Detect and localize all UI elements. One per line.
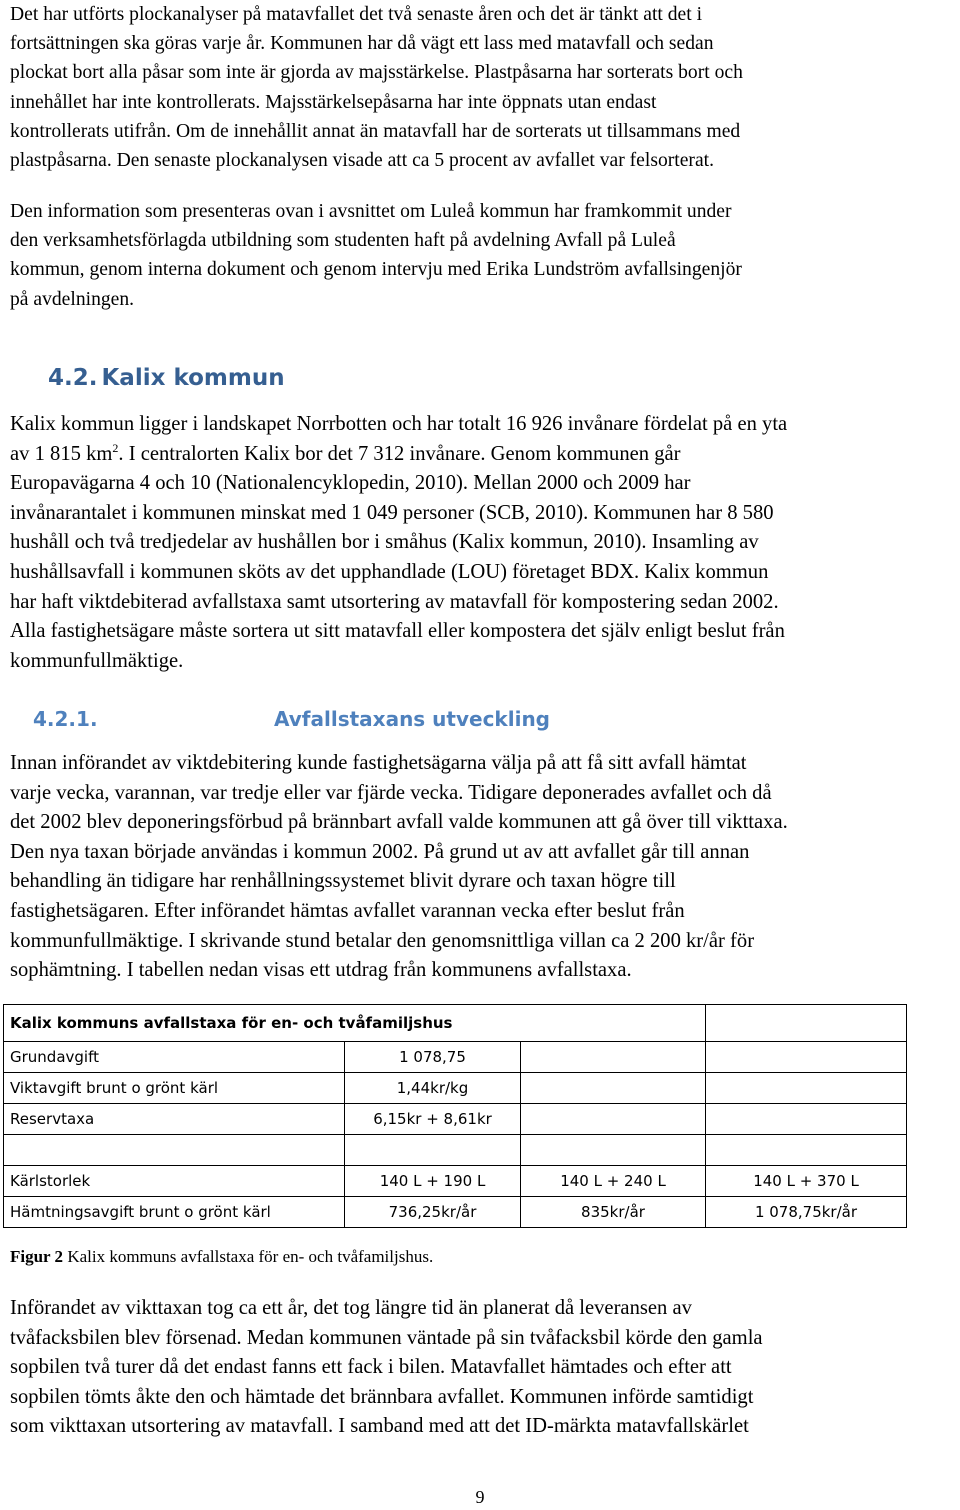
table-cell <box>706 1104 907 1135</box>
text-fragment: av 1 815 km <box>10 442 113 465</box>
paragraph-kalix <box>10 410 958 676</box>
text-line: behandling än tidigare har renhållningssystemet blivit dyrare och taxan högre till <box>10 870 676 893</box>
table-cell: 140 L + 370 L <box>706 1166 907 1197</box>
text-line: Kalix kommun ligger i landskapet Norrbotten och har totalt 16 926 invånare fördelat på en yta <box>10 413 788 435</box>
table-cell: Reservtaxa <box>4 1104 345 1135</box>
text-line: Europavägarna 4 och 10 (Nationalencyklopedin, 2010). Mellan 2000 och 2009 har <box>10 472 691 495</box>
table-cell: Grundavgift <box>4 1042 345 1073</box>
table-cell: 736,25kr/år <box>345 1197 521 1228</box>
paragraph-information <box>10 197 955 314</box>
table-cell: 140 L + 190 L <box>345 1166 521 1197</box>
text-line: hushåll och två tredjedelar av hushållen bor i småhus (Kalix kommun, 2010). Insamling av <box>10 531 759 554</box>
table-row <box>4 1104 907 1135</box>
table-cell: Viktavgift brunt o grönt kärl <box>4 1073 345 1104</box>
table-cell <box>521 1135 706 1166</box>
text-line: Innan införandet av viktdebitering kunde fastighetsägarna välja på att få sitt avfall hämtat <box>10 752 747 774</box>
page-number: 9 <box>475 1487 485 1507</box>
table-cell <box>521 1042 706 1073</box>
text-line: tvåfacksbilen blev försenad. Medan kommunen väntade på sin tvåfacksbil körde den gamla <box>10 1326 763 1349</box>
paragraph-vikttaxa <box>10 1294 958 1442</box>
table-cell: 1 078,75kr/år <box>706 1197 907 1228</box>
text-line: hushållsavfall i kommunen sköts av det upphandlade (LOU) företaget BDX. Kalix kommun <box>10 560 769 583</box>
text-line: har haft viktdebiterad avfallstaxa samt utsortering av matavfall för kompostering sedan 2002. <box>10 590 779 613</box>
table-cell <box>521 1073 706 1104</box>
fee-table <box>3 1004 907 1228</box>
section-number: 4.2. <box>48 365 98 391</box>
table-cell: 140 L + 240 L <box>521 1166 706 1197</box>
text-line: Den nya taxan började användas i kommun 2002. På grund ut av att avfallet går till annan <box>10 840 750 863</box>
table-cell <box>706 1042 907 1073</box>
text-line: innehållet har inte kontrollerats. Majsstärkelsepåsarna har inte öppnats utan endast <box>10 91 657 113</box>
text-line: varje vecka, varannan, var tredje eller var fjärde vecka. Tidigare deponerades avfallet och då <box>10 781 772 804</box>
text-line: sopbilen tömts åkte den och hämtade det brännbara avfallet. Kommunen införde samtidigt <box>10 1385 754 1408</box>
text-line: som vikttaxan utsortering av matavfall. I samband med att det ID-märkta matavfallskärlet <box>10 1415 749 1438</box>
text-line: kommunfullmäktige. I skrivande stund betalar den genomsnittliga villan ca 2 200 kr/år för <box>10 929 755 952</box>
table-row <box>4 1073 907 1104</box>
table-row <box>4 1166 907 1197</box>
table-row-empty <box>4 1135 907 1166</box>
table-cell <box>521 1104 706 1135</box>
text-line: Alla fastighetsägare måste sortera ut sitt matavfall eller kompostera det själv enligt beslut från <box>10 620 785 643</box>
text-line: kommun, genom interna dokument och genom intervju med Erika Lundström avfallsingenjör <box>10 259 742 281</box>
superscript: 2 <box>112 440 119 455</box>
text-line: Den information som presenteras ovan i avsnittet om Luleå kommun har framkommit under <box>10 201 732 222</box>
table-header-cell: Kalix kommuns avfallstaxa för en- och tvåfamiljshus <box>4 1005 706 1042</box>
text-line: sophämtning. I tabellen nedan visas ett utdrag från kommunens avfallstaxa. <box>10 959 632 982</box>
table-cell: 1,44kr/kg <box>345 1073 521 1104</box>
text-line: fortsättningen ska göras varje år. Kommunen har då vägt ett lass med matavfall och sedan <box>10 33 714 55</box>
section-heading-kalix <box>48 365 285 391</box>
table-cell: 1 078,75 <box>345 1042 521 1073</box>
figure-text: Kalix kommuns avfallstaxa för en- och tvåfamiljshus. <box>63 1247 434 1266</box>
text-line: invånarantalet i kommunen minskat med 1 049 personer (SCB, 2010). Kommunen har 8 580 <box>10 501 774 524</box>
text-line: fastighetsägaren. Efter införandet hämtas avfallet varannan vecka efter beslut från <box>10 899 685 922</box>
table-cell: 835kr/år <box>521 1197 706 1228</box>
table-cell <box>4 1135 345 1166</box>
table-cell <box>706 1135 907 1166</box>
subsection-title: Avfallstaxans utveckling <box>274 707 550 731</box>
text-line: den verksamhetsförlagda utbildning som studenten haft på avdelning Avfall på Luleå <box>10 230 676 252</box>
paragraph-plockanalys <box>10 0 955 175</box>
text-line: sopbilen två turer då det endast fanns ett fack i bilen. Matavfallet hämtades och efter att <box>10 1356 732 1379</box>
text-line: plastpåsarna. Den senaste plockanalysen visade att ca 5 procent av avfallet var felsorterat. <box>10 150 714 172</box>
section-title: Kalix kommun <box>101 365 285 391</box>
text-line: det 2002 blev deponeringsförbud på brännbart avfall valde kommunen att gå över till vikttaxa. <box>10 811 788 834</box>
text-line: Det har utförts plockanalyser på matavfallet det två senaste åren och det är tänkt att det i <box>10 4 703 25</box>
table-row <box>4 1042 907 1073</box>
text-line <box>10 440 958 470</box>
table-row <box>4 1197 907 1228</box>
text-line: Införandet av vikttaxan tog ca ett år, det tog längre tid än planerat då leveransen av <box>10 1297 692 1319</box>
table-cell: 6,15kr + 8,61kr <box>345 1104 521 1135</box>
text-line: kommunfullmäktige. <box>10 649 184 672</box>
table-cell: Hämtningsavgift brunt o grönt kärl <box>4 1197 345 1228</box>
table-cell <box>706 1073 907 1104</box>
subsection-number: 4.2.1. <box>33 707 98 731</box>
figure-label: Figur 2 <box>10 1247 64 1266</box>
table-header-row <box>4 1005 907 1042</box>
text-line: kontrollerats utifrån. Om de innehållit annat än matavfall har de sorterats ut tillsammans med <box>10 120 741 142</box>
paragraph-avfallstaxa <box>10 749 958 986</box>
figure-caption <box>10 1247 433 1267</box>
text-fragment: . I centralorten Kalix bor det 7 312 invånare. Genom kommunen går <box>118 442 681 465</box>
table-cell: Kärlstorlek <box>4 1166 345 1197</box>
table-cell <box>706 1005 907 1042</box>
text-line: plockat bort alla påsar som inte är gjorda av majsstärkelse. Plastpåsarna har sorterats bort och <box>10 62 743 84</box>
table-cell <box>345 1135 521 1166</box>
text-line: på avdelningen. <box>10 288 135 310</box>
